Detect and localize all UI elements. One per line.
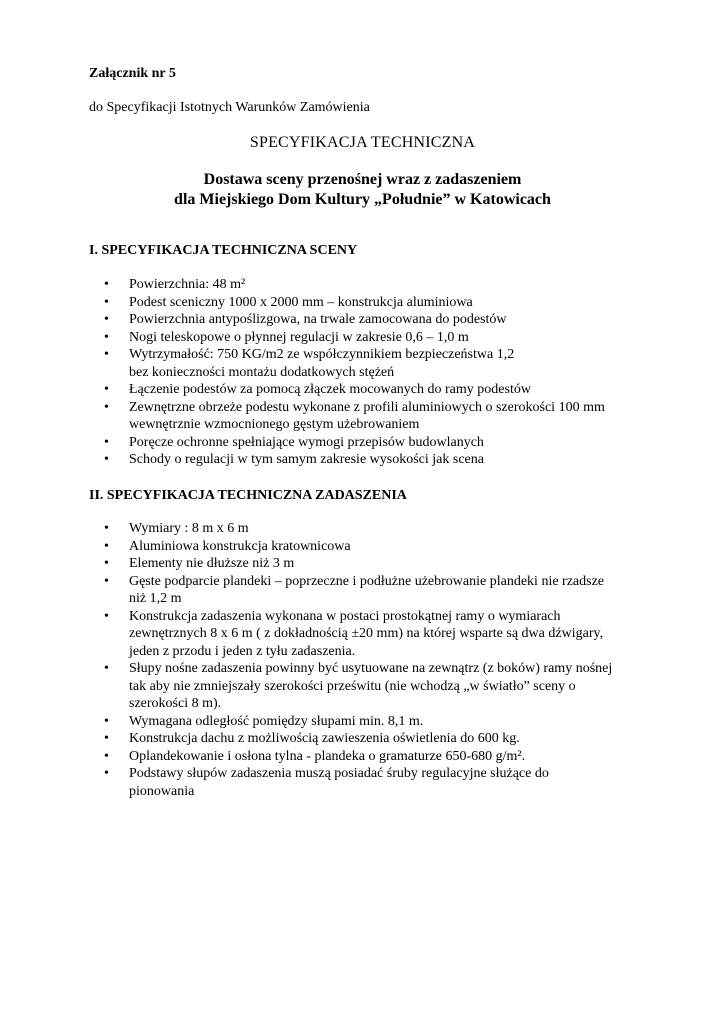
list-item (0, 311, 649, 329)
bullet-icon: • (104, 452, 109, 467)
list-item-text: Gęste podparcie plandeki – poprzeczne i podłużne użebrowanie plandeki nie rzadsze niż 1,2 m (129, 573, 605, 606)
annex-number: Załącznik nr 5 (89, 66, 176, 81)
list-item-text: Powierzchnia antypoślizgowa, na trwale zamocowana do podestów (129, 312, 507, 327)
list-item-text: Elementy nie dłuższe niż 3 m (129, 556, 295, 571)
list-item-text: Powierzchnia: 48 m² (129, 277, 246, 292)
list-item-text: Wymagana odległość pomiędzy słupami min. 8,1 m. (129, 713, 424, 729)
section-1-list (0, 276, 725, 469)
list-item (0, 730, 649, 748)
bullet-icon: • (104, 329, 109, 345)
list-item (0, 608, 649, 661)
list-item-text: Konstrukcja dachu z możliwością zawieszenia oświetlenia do 600 kg. (129, 731, 520, 746)
list-item (0, 538, 649, 556)
list-item (0, 451, 649, 469)
bullet-icon: • (104, 277, 109, 292)
bullet-icon: • (104, 312, 109, 327)
list-item (0, 713, 649, 731)
list-item (0, 381, 649, 399)
list-item (0, 329, 649, 347)
list-item-text: Wymiary : 8 m x 6 m (129, 521, 249, 536)
main-title (0, 170, 725, 210)
section-2-heading: II. SPECYFIKACJA TECHNICZNA ZADASZENIA (89, 488, 407, 503)
bullet-icon: • (104, 521, 109, 536)
list-item-text: Oplandekowanie i osłona tylna - plandeka o gramaturze 650-680 g/m². (129, 748, 526, 764)
main-title-line-2: dla Miejskiego Dom Kultury „Południe” w Katowicach (174, 191, 551, 208)
list-item (0, 434, 649, 452)
list-item-text: Poręcze ochronne spełniające wymogi przepisów budowlanych (129, 434, 484, 450)
bullet-icon: • (104, 399, 109, 415)
list-item (0, 276, 649, 294)
bullet-icon: • (104, 538, 109, 554)
list-item (0, 294, 649, 312)
annex-subtitle: do Specyfikacji Istotnych Warunków Zamówienia (89, 100, 370, 115)
list-item (0, 399, 649, 434)
bullet-icon: • (104, 608, 109, 624)
list-item-text: Słupy nośne zadaszenia powinny być usytuowane na zewnątrz (z boków) ramy nośnej tak aby nie zmniejszały szerokości prześwitu (nie wchodzą „w światło” sceny o szerokości 8 m). (129, 661, 613, 711)
bullet-icon: • (104, 713, 109, 729)
bullet-icon: • (104, 382, 109, 397)
section-1-heading: I. SPECYFIKACJA TECHNICZNA SCENY (89, 243, 358, 258)
list-item (0, 555, 649, 573)
bullet-icon: • (104, 556, 109, 571)
bullet-icon: • (104, 434, 109, 450)
list-item-text: Łączenie podestów za pomocą złączek mocowanych do ramy podestów (129, 382, 531, 397)
list-item-text: Wytrzymałość: 750 KG/m2 ze współczynnikiem bezpieczeństwa 1,2 bez konieczności montażu dodatkowych stężeń (129, 347, 515, 380)
list-item-text: Podest sceniczny 1000 x 2000 mm – konstrukcja aluminiowa (129, 294, 473, 310)
list-item-text: Aluminiowa konstrukcja kratownicowa (129, 538, 351, 554)
main-title-line-1: Dostawa sceny przenośnej wraz z zadaszeniem (203, 171, 522, 188)
list-item (0, 520, 649, 538)
bullet-icon: • (104, 766, 109, 781)
bullet-icon: • (104, 661, 109, 676)
list-item-text: Schody o regulacji w tym samym zakresie wysokości jak scena (129, 452, 484, 467)
spec-title: SPECYFIKACJA TECHNICZNA (249, 134, 476, 151)
list-item (0, 765, 649, 800)
section-2-list (0, 520, 725, 800)
bullet-icon: • (104, 347, 109, 362)
list-item-text: Zewnętrzne obrzeże podestu wykonane z profili aluminiowych o szerokości 100 mm wewnętrznie wzmocnionego gęstym użebrowaniem (129, 399, 605, 432)
list-item-text: Podstawy słupów zadaszenia muszą posiadać śruby regulacyjne służące do pionowania (129, 766, 549, 799)
bullet-icon: • (104, 731, 109, 746)
list-item (0, 660, 649, 713)
list-item (0, 573, 649, 608)
list-item (0, 748, 649, 766)
bullet-icon: • (104, 748, 109, 764)
list-item (0, 346, 649, 381)
list-item-text: Nogi teleskopowe o płynnej regulacji w zakresie 0,6 – 1,0 m (129, 329, 469, 345)
list-item-text: Konstrukcja zadaszenia wykonana w postaci prostokątnej ramy o wymiarach zewnętrznych 8 x 6 m ( z dokładnością ±20 mm) na której wsparte są dwa dźwigary, jeden z przodu i jeden z tyłu zadaszenia. (129, 608, 604, 659)
bullet-icon: • (104, 573, 109, 589)
bullet-icon: • (104, 294, 109, 310)
